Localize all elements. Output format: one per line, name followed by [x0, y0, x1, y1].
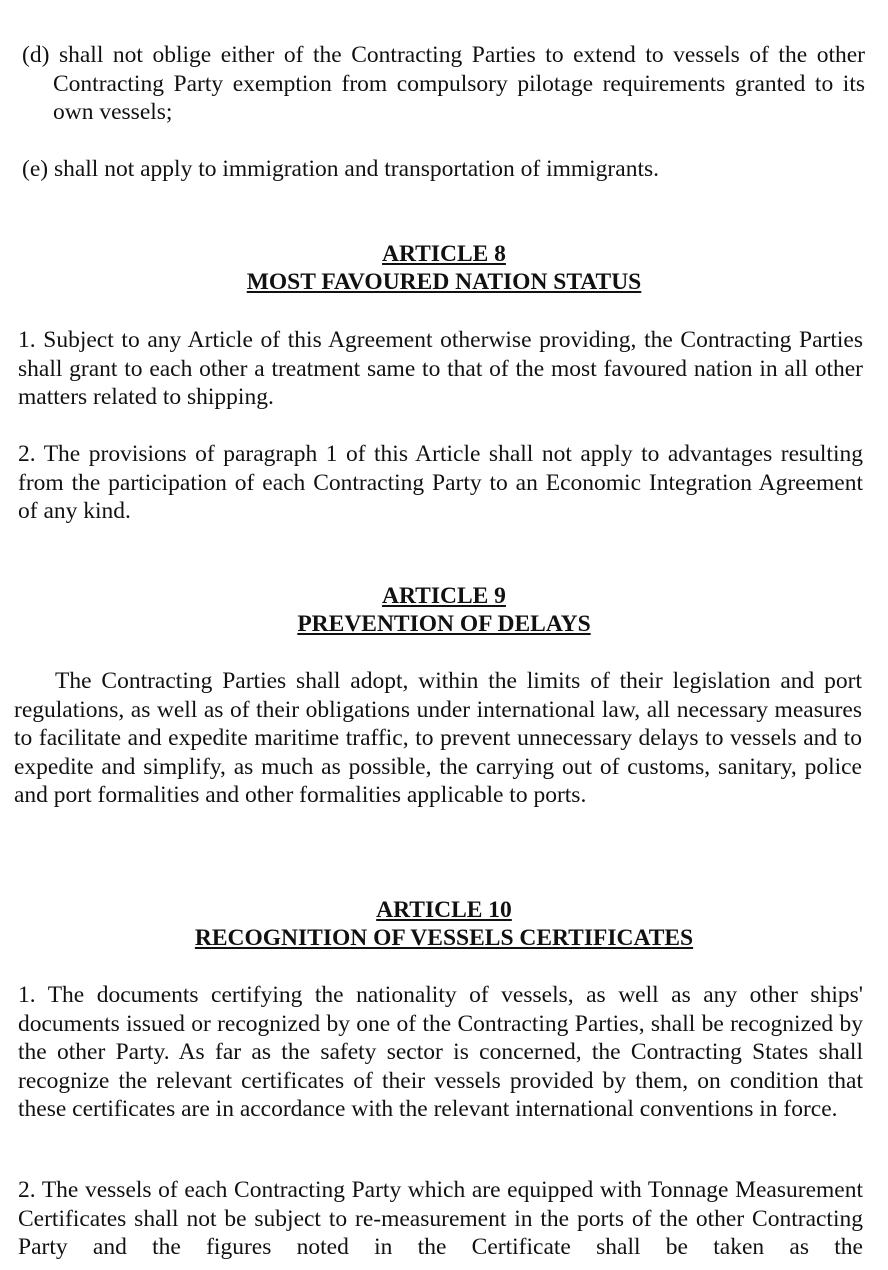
article-8-title: MOST FAVOURED NATION STATUS	[246, 269, 642, 295]
article-8-paragraph-1: 1. Subject to any Article of this Agreement otherwise providing, the Contracting Parties shall grant to each other a treatment same to that of the most favoured nation in all other matters related to shipping.	[18, 327, 863, 410]
article-10-number: ARTICLE 10	[376, 897, 512, 923]
list-item-e: (e) shall not apply to immigration and transportation of immigrants.	[22, 156, 659, 182]
list-item-d: (d) shall not oblige either of the Contracting Parties to extend to vessels of the other Contracting Party exemption from compulsory pilotage requirements granted to its own vessels;	[22, 42, 865, 125]
article-8-paragraph-2: 2. The provisions of paragraph 1 of this Article shall not apply to advantages resulting from the participation of each Contracting Party to an Economic Integration Agreement of any kind.	[18, 441, 863, 524]
article-10-title: RECOGNITION OF VESSELS CERTIFICATES	[194, 925, 694, 951]
article-10-paragraph-1: 1. The documents certifying the nationality of vessels, as well as any other ships' documents issued or recognized by one of the Contracting Parties, shall be recognized by the other Party. As far as the safety sector is concerned, the Contracting States shall recognize the relevant certificates of their vessels provided by them, on condition that these certificates are in accordance with the relevant international conventions in force.	[18, 982, 863, 1122]
article-9-paragraph-1: The Contracting Parties shall adopt, within the limits of their legislation and port regulations, as well as of their obligations under international law, all necessary measures to facilitate and expedite maritime traffic, to prevent unnecessary delays to vessels and to expedite and simplify, as much as possible, the carrying out of customs, sanitary, police and port formalities and other formalities applicable to ports.	[14, 668, 862, 808]
article-10-paragraph-2: 2. The vessels of each Contracting Party which are equipped with Tonnage Measurement Certificates shall not be subject to re-measurement in the ports of the other Contracting Party and the figures noted in the Certificate shall be taken as the	[18, 1177, 863, 1260]
article-8-number: ARTICLE 8	[382, 241, 506, 267]
article-9-title: PREVENTION OF DELAYS	[297, 611, 591, 637]
article-9-number: ARTICLE 9	[382, 583, 506, 609]
